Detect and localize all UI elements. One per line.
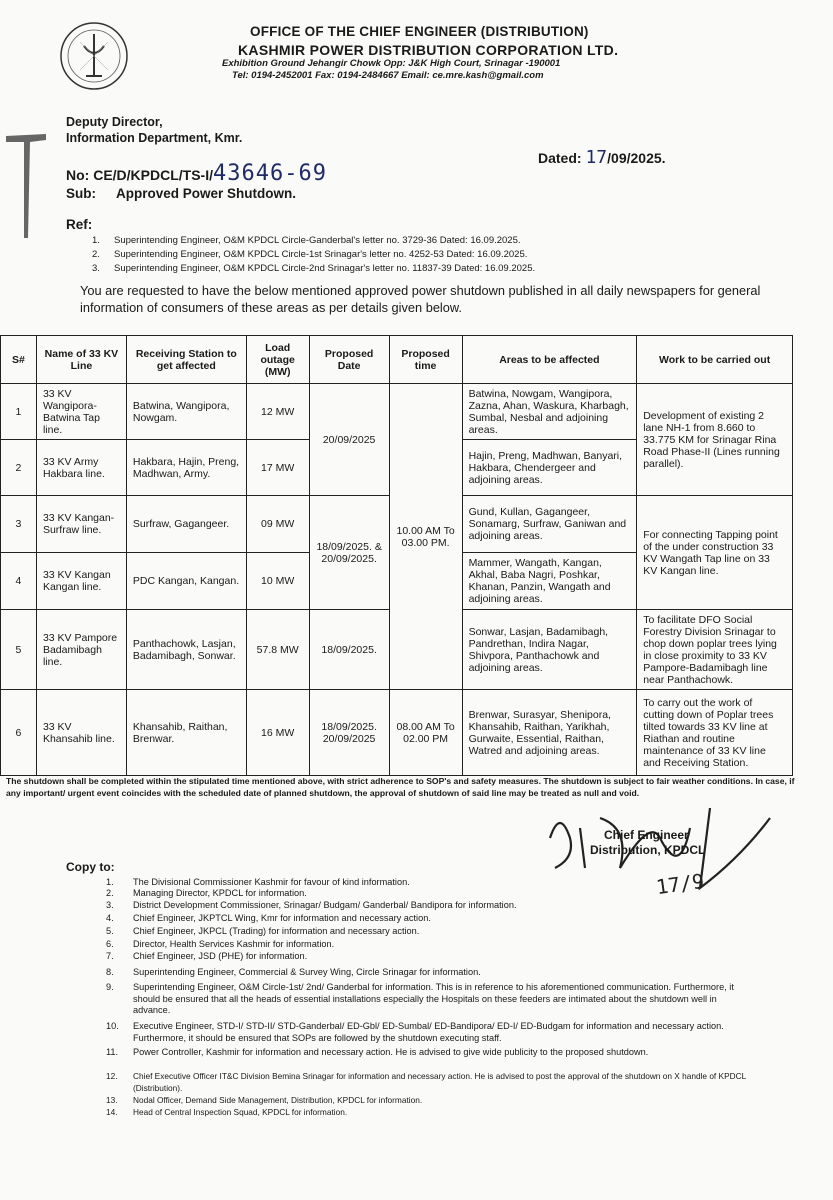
header-line: Name of 33 KV Line: [36, 336, 126, 384]
signature-title-2: Distribution, KPDCL: [590, 843, 706, 857]
work-rows-1-2: Development of existing 2 lane NH-1 from 8.660 to 33.775 KM for Srinagar Rina Road Phase-II (Lines running parallel).: [637, 384, 793, 496]
copy-item: 9. Superintending Engineer, O&M Circle-1st/ 2nd/ Ganderbal for information. This is in reference to his aforementioned communication. Furthermore, it should be ensured that all the heads of essential installations especially the Hospitals on these feeders are intimated about the shutdown well in advance.: [106, 982, 734, 1015]
copy-item: 14. Head of Central Inspection Squad, KPDCL for information.: [106, 1107, 348, 1117]
copy-item: 10. Executive Engineer, STD-I/ STD-II/ STD-Ganderbal/ ED-Gbl/ ED-Sumbal/ ED-Bandipora/ ED-I/ ED-Budgam for information and necessary action. Furthermore, it should be ensured that SOPs are followed by the shutdown executing staff.: [106, 1021, 724, 1043]
copy-item: 11. Power Controller, Kashmir for information and necessary action. He is advised to give wide publicity to the proposed shutdown.: [106, 1047, 649, 1057]
table-row: 3 33 KV Kangan-Surfraw line. Surfraw, Gagangeer. 09 MW 18/09/2025. & 20/09/2025. Gund, Kullan, Gagangeer, Sonamarg, Surfraw, Ganiwan and adjoining areas. For connecting Tapping point of the under construction 33 KV Wangath Tap line on 33 KV Kangan line.: [1, 496, 793, 553]
header-date: Proposed Date: [309, 336, 389, 384]
letterhead-address: Exhibition Ground Jehangir Chowk Opp: J&K High Court, Srinagar -190001: [222, 58, 561, 69]
subject: [66, 186, 296, 201]
letterhead-office: OFFICE OF THE CHIEF ENGINEER (DISTRIBUTION): [250, 24, 589, 39]
subject-text: Approved Power Shutdown.: [116, 186, 297, 201]
body-paragraph: You are requested to have the below mentioned approved power shutdown published in all daily newspapers for general information of consumers of these areas as per details given below.: [80, 283, 761, 315]
copy-item: 8. Superintending Engineer, Commercial & Survey Wing, Circle Srinagar for information.: [106, 967, 481, 977]
table-row: 6 33 KV Khansahib line. Khansahib, Raithan, Brenwar. 16 MW 18/09/2025. 20/09/2025 08.00 AM To 02.00 PM Brenwar, Surasyar, Shenipora, Khansahib, Raithan, Yarikhah, Gurwaite, Essential, Raithan, Watred and adjoining areas. To carry out the work of cutting down of Poplar trees tilted towards 33 KV line at Riathan and routine maintenance of 33 KV line and Receiving Station.: [1, 690, 793, 776]
copy-item: 5. Chief Engineer, JKPCL (Trading) for information and necessary action.: [106, 926, 420, 936]
header-time: Proposed time: [389, 336, 462, 384]
date-handwritten: 17: [585, 147, 608, 168]
reference-prefix: No: CE/D/KPDCL/TS-I/: [66, 167, 213, 183]
letterhead-contact: Tel: 0194-2452001 Fax: 0194-2484667 Email: ce.mre.kash@gmail.com: [232, 70, 544, 81]
references-label: Ref:: [66, 217, 93, 232]
reference-item: 1. Superintending Engineer, O&M KPDCL Circle-Ganderbal's letter no. 3729-36 Dated: 16.09.2025.: [92, 235, 521, 246]
copy-item: 12. Chief Executive Officer IT&C Division Bemina Srinagar for information and necessary action. He is advised to post the approval of the shutdown on X handle of KPDCL (Distribution).: [106, 1071, 746, 1093]
reference-item: 2. Superintending Engineer, O&M KPDCL Circle-1st Srinagar's letter no. 4252-53 Dated: 16.09.2025.: [92, 249, 528, 260]
header-sn: S#: [1, 336, 37, 384]
copy-to-label: Copy to:: [66, 860, 115, 874]
copy-item: 1. The Divisional Commissioner Kashmir for favour of kind information.: [106, 877, 410, 887]
reference-item: 3. Superintending Engineer, O&M KPDCL Circle-2nd Srinagar's letter no. 11837-39 Dated: 16.09.2025.: [92, 263, 536, 274]
date-rows-3-4: 18/09/2025. & 20/09/2025.: [309, 496, 389, 610]
shutdown-note: The shutdown shall be completed within the stipulated time mentioned above, with strict adherence to SOP's and safety measures. The shutdown is subject to fair weather conditions. In case, if any important/ urgent event coincides with the scheduled date of planned shutdown, the approval of shutdown of said line may be treated as null and void.: [6, 776, 795, 798]
header-work: Work to be carried out: [637, 336, 793, 384]
date-rest: /09/2025.: [607, 150, 666, 166]
shutdown-table: [0, 335, 793, 776]
copy-item: 7. Chief Engineer, JSD (PHE) for information.: [106, 951, 308, 961]
table-row: 4 33 KV Kangan Kangan line. PDC Kangan, Kangan. 10 MW Mammer, Wangath, Kangan, Akhal, Baba Nagri, Poshkar, Khanan, Panzin, Wangath and adjoining areas.: [1, 553, 793, 610]
copy-item: 3. District Development Commissioner, Srinagar/ Budgam/ Ganderbal/ Bandipora for information.: [106, 900, 517, 910]
table-row: 5 33 KV Pampore Badamibagh line. Panthachowk, Lasjan, Badamibagh, Sonwar. 57.8 MW 18/09/2025. Sonwar, Lasjan, Badamibagh, Pandrethan, Indira Nagar, Shivpora, Panthachowk and adjoining areas. To facilitate DFO Social Forestry Division Srinagar to chop down poplar trees lying in close proximity to 33 KV Pampore-Badamibagh line near Panthachowk.: [1, 610, 793, 690]
subject-label: Sub:: [66, 186, 96, 201]
addressee-line1: Deputy Director,: [66, 115, 163, 129]
signature-date: 17/9: [654, 868, 706, 900]
date-rows-1-2: 20/09/2025: [309, 384, 389, 496]
header-load: Load outage (MW): [246, 336, 309, 384]
time-rows-1-5: 10.00 AM To 03.00 PM.: [389, 384, 462, 690]
reference-handwritten: 43646-69: [213, 161, 327, 186]
table-row: 1 33 KV Wangipora-Batwina Tap line. Batwina, Wangipora, Nowgam. 12 MW 20/09/2025 10.00 AM To 03.00 PM. Batwina, Nowgam, Wangipora, Zazna, Ahan, Waskura, Kharbagh, Sumbal, Nesbal and adjoining areas. Development of existing 2 lane NH-1 from 8.660 to 33.775 KM for Srinagar Rina Road Phase-II (Lines running parallel).: [1, 384, 793, 440]
letter-date: [538, 147, 666, 168]
kpdcl-emblem-icon: [58, 20, 130, 92]
header-station: Receiving Station to get affected: [126, 336, 246, 384]
letterhead-company: KASHMIR POWER DISTRIBUTION CORPORATION LTD.: [238, 42, 619, 58]
copy-item: 4. Chief Engineer, JKPTCL Wing, Kmr for information and necessary action.: [106, 913, 431, 923]
work-rows-3-4: For connecting Tapping point of the under construction 33 KV Wangath Tap line on 33 KV Kangan line.: [637, 496, 793, 610]
copy-item: 13. Nodal Officer, Demand Side Management, Distribution, KPDCL for information.: [106, 1095, 423, 1105]
table-row: 2 33 KV Army Hakbara line. Hakbara, Hajin, Preng, Madhwan, Army. 17 MW Hajin, Preng, Madhwan, Banyari, Hakbara, Chendergeer and adjoining areas.: [1, 440, 793, 496]
copy-item: 2. Managing Director, KPDCL for information.: [106, 888, 307, 898]
binder-clip-icon: [2, 128, 52, 248]
copy-item: 6. Director, Health Services Kashmir for information.: [106, 939, 335, 949]
signature-title-1: Chief Engineer: [604, 828, 689, 842]
date-label: Dated:: [538, 150, 582, 166]
table-header-row: [1, 336, 793, 384]
header-areas: Areas to be affected: [462, 336, 637, 384]
reference-number: [66, 161, 327, 186]
addressee-line2: Information Department, Kmr.: [66, 131, 243, 145]
